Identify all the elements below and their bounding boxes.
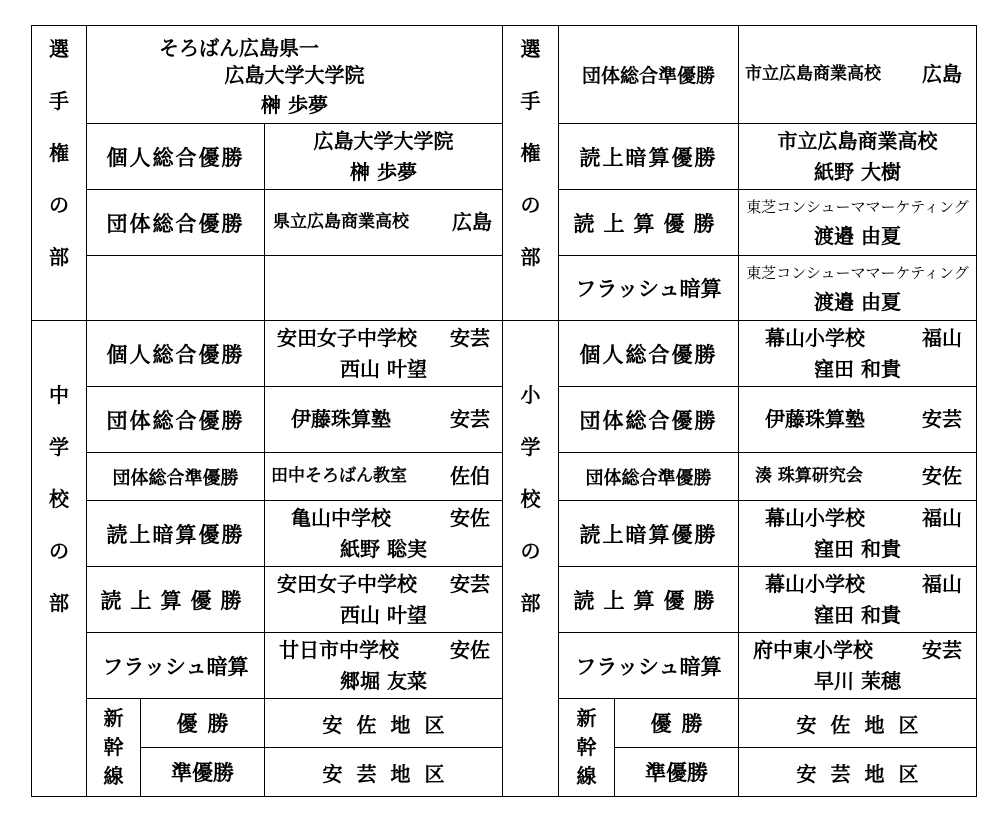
section-char: の: [49, 193, 69, 217]
result-cell: [265, 321, 503, 387]
section-label-championship: [31, 25, 87, 321]
section-char: 選: [49, 37, 69, 61]
result-cell: [265, 387, 503, 453]
event-label: 団体総合準優勝: [581, 65, 715, 87]
event-label: 読上暗算優勝: [106, 522, 245, 547]
event-cell: [87, 453, 265, 501]
runner-region: 安芸地区: [796, 761, 933, 786]
event-cell: [559, 501, 739, 567]
result-cell: [739, 453, 977, 501]
result-cell: [739, 501, 977, 567]
win-region: 安佐地区: [322, 712, 459, 737]
section-char: 権: [49, 141, 69, 165]
school-name: 市立広島商業高校: [745, 64, 881, 84]
section-char: の: [520, 538, 541, 563]
school-name: 東芝コンシューママーケティング: [746, 198, 969, 216]
school-name: 市立広島商業高校: [777, 128, 938, 153]
person-name: 郷堀 友菜: [340, 668, 427, 693]
event-label: 読上算優勝: [100, 588, 251, 613]
event-cell: [559, 567, 739, 633]
shinkansen-runner: [265, 748, 503, 797]
event-label: フラッシュ暗算: [102, 654, 249, 679]
runner-label: 準優勝: [645, 761, 708, 785]
section-text: [521, 23, 541, 283]
result-cell: [739, 633, 977, 699]
empty-cell: [87, 256, 265, 321]
region-name: 安芸: [450, 407, 490, 431]
section-label-championship-right: [503, 25, 559, 321]
shinkansen-label: [87, 699, 141, 797]
region-name: 広島: [922, 62, 962, 86]
event-label: 個人総合優勝: [579, 342, 718, 367]
win-label: 優勝: [176, 712, 239, 736]
region-name: 安芸: [922, 407, 962, 431]
region-name: 福山: [922, 571, 962, 596]
section-label-elementary: [503, 321, 559, 797]
shinkansen-runner: [739, 748, 977, 797]
section-char: 校: [520, 486, 541, 511]
result-cell: [739, 256, 977, 321]
region-name: 広島: [452, 210, 492, 234]
section-char: 部: [520, 590, 541, 615]
region-name: 安芸: [450, 571, 490, 596]
region-name: 安佐: [450, 637, 490, 662]
school-name: 安田女子中学校: [277, 325, 417, 350]
event-cell: [87, 633, 265, 699]
section-char: 部: [49, 590, 69, 615]
result-cell: [739, 567, 977, 633]
school-name: 幕山小学校: [765, 571, 865, 596]
section-text: [49, 369, 69, 629]
event-cell: [559, 256, 739, 321]
event-label: 個人総合優勝: [106, 145, 245, 170]
section-char: 部: [520, 245, 541, 269]
event-label: 団体総合優勝: [106, 408, 245, 433]
person-name: 西山 叶望: [340, 356, 427, 381]
person-name: 窪田 和貴: [814, 356, 901, 381]
event-label: 団体総合優勝: [579, 408, 718, 433]
event-label: 団体総合準優勝: [112, 467, 239, 489]
event-label: 団体総合優勝: [106, 211, 245, 236]
event-cell: [559, 387, 739, 453]
result-cell: [739, 387, 977, 453]
shinkansen-label: [559, 699, 615, 797]
shinkansen-char: 線: [576, 764, 597, 788]
empty-cell: [265, 256, 503, 321]
section-char: 中: [49, 382, 69, 407]
shinkansen-runner-label: [141, 748, 265, 797]
shinkansen-char: 線: [103, 764, 124, 788]
school-name: 亀山中学校: [291, 505, 391, 530]
section-char: 学: [49, 434, 69, 459]
region-name: 安佐: [450, 505, 490, 530]
shinkansen-char: 幹: [103, 735, 124, 759]
region-name: 福山: [922, 505, 962, 530]
person-name: 渡邉 由夏: [814, 289, 901, 314]
event-cell: [559, 321, 739, 387]
region-name: 佐伯: [450, 464, 490, 488]
person-name: 窪田 和貴: [814, 602, 901, 627]
event-cell: [87, 567, 265, 633]
event-cell: [87, 190, 265, 256]
school-name: 幕山小学校: [765, 505, 865, 530]
event-cell: [87, 387, 265, 453]
event-cell: [87, 501, 265, 567]
school-name: 湊 珠算研究会: [755, 466, 863, 486]
event-label: 読上算優勝: [573, 588, 724, 613]
event-cell: [559, 190, 739, 256]
person-name: 西山 叶望: [340, 602, 427, 627]
results-table: [31, 25, 977, 797]
event-label: 読上暗算優勝: [579, 522, 718, 547]
result-cell: [739, 124, 977, 190]
section-char: の: [49, 538, 69, 563]
person-name: 紙野 聡実: [340, 536, 427, 561]
person-name: 紙野 大樹: [814, 159, 901, 184]
section-char: 選: [520, 37, 541, 61]
school-name: 伊藤珠算塾: [765, 407, 865, 431]
event-cell: [559, 633, 739, 699]
shinkansen-char: 新: [103, 706, 124, 730]
shinkansen-win-label: [615, 699, 739, 748]
school-name: 安田女子中学校: [277, 571, 417, 596]
region-name: 福山: [922, 325, 962, 350]
section-char: の: [520, 193, 541, 217]
event-label: 団体総合準優勝: [585, 467, 712, 489]
result-cell: [265, 124, 503, 190]
runner-label: 準優勝: [171, 761, 234, 785]
section-char: 部: [49, 245, 69, 269]
event-label: フラッシュ暗算: [575, 277, 722, 301]
shinkansen-char: 新: [576, 706, 597, 730]
school-name: 東芝コンシューママーケティング: [746, 263, 969, 282]
person-name: 早川 茉穂: [814, 668, 901, 693]
result-cell: [265, 453, 503, 501]
section-char: 学: [520, 434, 541, 459]
school-name: 府中東小学校: [753, 637, 873, 662]
event-label: フラッシュ暗算: [575, 654, 722, 679]
section-text: [521, 369, 541, 629]
result-cell: [739, 321, 977, 387]
section-char: 小: [520, 382, 541, 407]
event-cell: [559, 124, 739, 190]
title-label: そろばん広島県一: [159, 36, 319, 60]
result-cell: [265, 633, 503, 699]
school-name: 県立広島商業高校: [273, 212, 409, 232]
runner-region: 安芸地区: [322, 761, 459, 786]
event-cell: [87, 124, 265, 190]
shinkansen-win: [739, 699, 977, 748]
school-name: 田中そろばん教室: [271, 466, 407, 486]
section-label-junior-high: [31, 321, 87, 797]
result-cell: [265, 501, 503, 567]
section-char: 手: [520, 89, 541, 113]
event-cell: [559, 25, 739, 124]
school-name: 広島大学大学院: [313, 128, 454, 153]
event-label: 読上算優勝: [573, 211, 724, 236]
result-cell: [265, 567, 503, 633]
person-name: 窪田 和貴: [814, 536, 901, 561]
section-char: 権: [520, 141, 541, 165]
event-cell: [87, 321, 265, 387]
event-label: 読上暗算優勝: [579, 145, 718, 170]
shinkansen-win-label: [141, 699, 265, 748]
shinkansen-runner-label: [615, 748, 739, 797]
region-name: 安芸: [922, 637, 962, 662]
section-char: 手: [49, 89, 69, 113]
result-cell: [265, 190, 503, 256]
title-cell: [87, 25, 503, 124]
school-name: 廿日市中学校: [279, 637, 399, 662]
person-name: 渡邉 由夏: [814, 224, 901, 248]
section-text: [49, 23, 69, 283]
region-name: 安佐: [922, 464, 962, 488]
section-char: 校: [49, 486, 69, 511]
event-cell: [559, 453, 739, 501]
result-cell: [739, 190, 977, 256]
title-name: 榊 歩夢: [261, 92, 328, 117]
event-label: 個人総合優勝: [106, 342, 245, 367]
person-name: 榊 歩夢: [350, 159, 417, 184]
title-school: 広島大学大学院: [224, 62, 365, 87]
result-cell: [739, 25, 977, 124]
school-name: 伊藤珠算塾: [291, 407, 391, 431]
school-name: 幕山小学校: [765, 325, 865, 350]
win-region: 安佐地区: [796, 712, 933, 737]
shinkansen-win: [265, 699, 503, 748]
win-label: 優勝: [650, 712, 713, 736]
region-name: 安芸: [450, 325, 490, 350]
shinkansen-char: 幹: [576, 735, 597, 759]
